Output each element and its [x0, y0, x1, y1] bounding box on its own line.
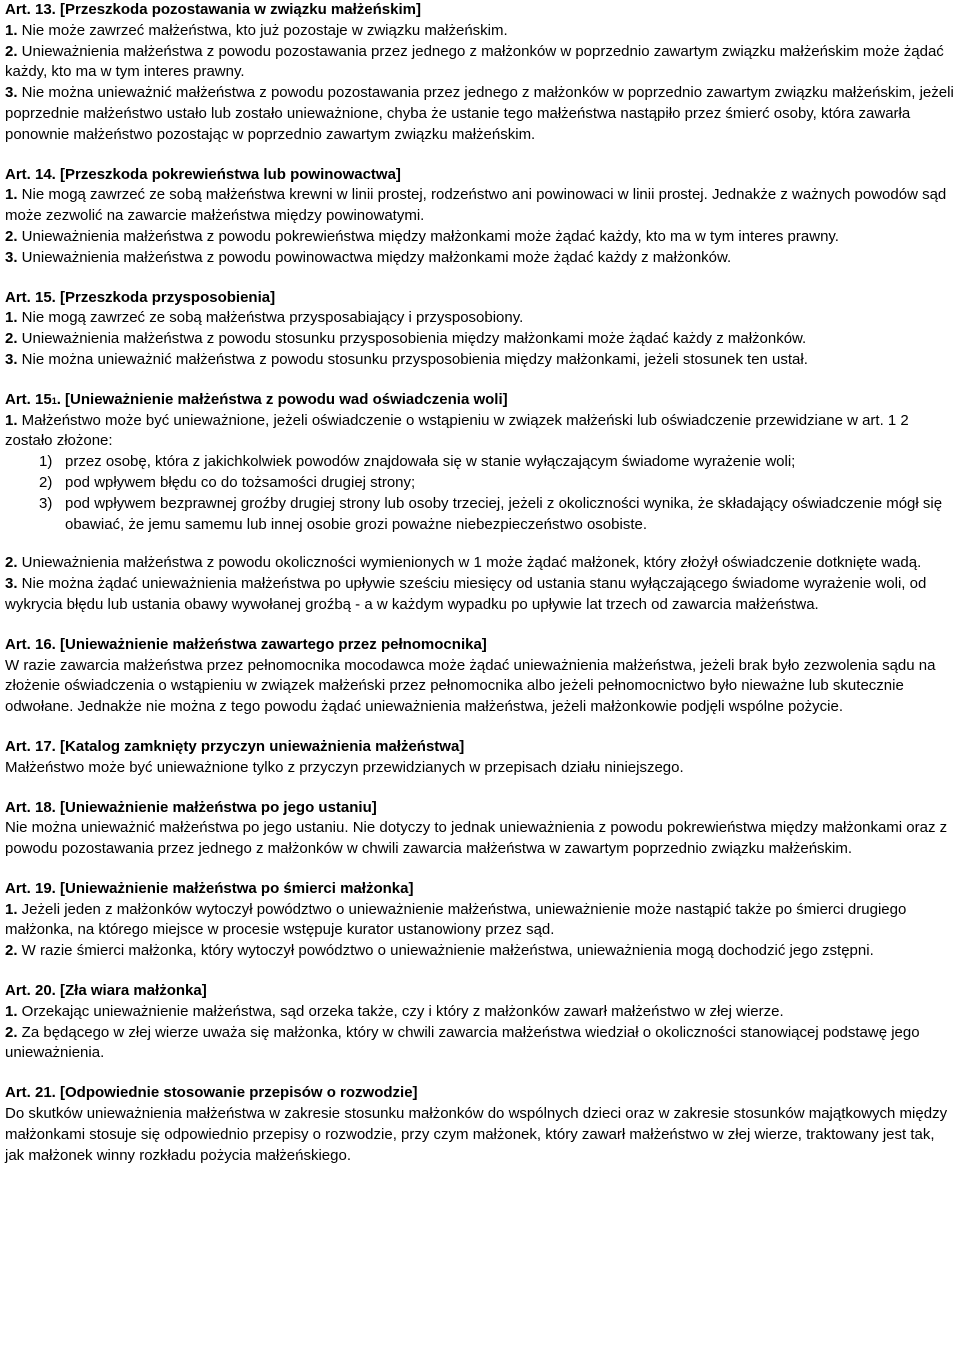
paragraph-number: 1. [5, 309, 18, 327]
paragraph [5, 941, 956, 962]
list-item [5, 473, 956, 494]
article-text: Nie można unieważnić małżeństwa po jego ustaniu. Nie dotyczy to jednak unieważnienia z powodu pokrewieństwa między małżonkami oraz z powodu pozostawania przez jednego z małżonków w chwili zawarcia małżeństwa w zawartym poprzednio związku małżeńskim. [5, 819, 948, 858]
paragraph [5, 350, 956, 371]
paragraph-text: Unieważnienia małżeństwa z powodu okoliczności wymienionych w 1 może żądać małżonek, który złożył oświadczenie dotknięte wadą. [17, 554, 922, 572]
paragraph-number: 2. [5, 330, 18, 348]
list-item [5, 494, 956, 536]
paragraph-number: 3. [5, 350, 18, 368]
article-heading: Art. 17. [Katalog zamknięty przyczyn unieważnienia małżeństwa] [5, 737, 465, 755]
paragraph-number: 1. [5, 21, 18, 39]
article-15 [5, 288, 956, 371]
paragraph-number: 2. [5, 942, 18, 960]
paragraph-number: 1. [5, 186, 18, 204]
article-text: W razie zawarcia małżeństwa przez pełnomocnika mocodawca może żądać unieważnienia małżeństwa, jeżeli brak było zezwolenia sądu na złożenie oświadczenia o wstąpieniu w związek małżeński przez pełnomocnika albo jeżeli pełnomocnictwo było nieważne lub skutecznie odwołane. Jednakże nie można z tego powodu żądać unieważnienia małżeństwa, jeżeli małżonkowie podjęli wspólne pożycie. [5, 656, 936, 716]
heading-prefix: Art. 15 [5, 390, 52, 408]
paragraph-text: Za będącego w złej wierze uważa się małżonka, który w chwili zawarcia małżeństwa wiedział o okoliczności stanowiącej podstawę jego unieważnienia. [5, 1023, 920, 1062]
paragraph-number: 3. [5, 575, 18, 593]
paragraph [5, 308, 956, 329]
paragraph-text: Nie mogą zawrzeć ze sobą małżeństwa przysposabiający i przysposobiony. [17, 309, 524, 327]
points-list [5, 452, 956, 535]
paragraph-number: 3. [5, 248, 18, 266]
paragraph [5, 83, 956, 145]
article-21 [5, 1083, 956, 1166]
paragraph [5, 1002, 956, 1023]
paragraph-text: Unieważnienia małżeństwa z powodu pozostawania przez jednego z małżonków w poprzednio zawartym związku małżeńskim może żądać każdy, kto ma w tym interes prawny. [5, 42, 944, 81]
paragraph [5, 574, 956, 616]
paragraph-text: Nie można unieważnić małżeństwa z powodu stosunku przysposobienia między małżonkami, jeżeli stosunek ten ustał. [17, 350, 808, 368]
article-heading: Art. 15. [Przeszkoda przysposobienia] [5, 288, 276, 306]
paragraph [5, 900, 956, 942]
paragraph [5, 21, 956, 42]
paragraph-number: 3. [5, 84, 18, 102]
paragraph-text: Unieważnienia małżeństwa z powodu stosunku przysposobienia między małżonkami może żądać każdy z małżonków. [17, 330, 807, 348]
paragraph-number: 1. [5, 411, 18, 429]
list-item [5, 452, 956, 473]
paragraph-text: Unieważnienia małżeństwa z powodu powinowactwa między małżonkami może żądać każdy z małżonków. [17, 248, 732, 266]
paragraph-text: Nie mogą zawrzeć ze sobą małżeństwa krewni w linii prostej, rodzeństwo ani powinowaci w linii prostej. Jednakże z ważnych powodów sąd może zezwolić na zawarcie małżeństwa między powinowatymi. [5, 186, 947, 225]
article-heading: Art. 16. [Unieważnienie małżeństwa zawartego przez pełnomocnika] [5, 635, 487, 653]
article-heading: Art. 21. [Odpowiednie stosowanie przepisów o rozwodzie] [5, 1084, 418, 1102]
point-text: przez osobę, która z jakichkolwiek powodów znajdowała się w stanie wyłączającym świadome wyrażenie woli; [65, 453, 796, 471]
paragraph-number: 2. [5, 42, 18, 60]
article-19 [5, 879, 956, 962]
article-16 [5, 635, 956, 718]
paragraph-number: 1. [5, 900, 18, 918]
heading-title: . [Unieważnienie małżeństwa z powodu wad oświadczenia woli] [56, 390, 508, 408]
article-15-1 [5, 390, 956, 616]
article-13 [5, 0, 956, 146]
paragraph [5, 42, 956, 84]
article-heading: Art. 20. [Zła wiara małżonka] [5, 982, 207, 1000]
paragraph [5, 1023, 956, 1065]
point-number: 2) [39, 473, 53, 491]
point-number: 1) [39, 453, 53, 471]
article-heading: Art. 18. [Unieważnienie małżeństwa po jego ustaniu] [5, 798, 377, 816]
paragraph-text: Nie może zawrzeć małżeństwa, kto już pozostaje w związku małżeńskim. [17, 21, 508, 39]
article-text: Małżeństwo może być unieważnione tylko z przyczyn przewidzianych w przepisach działu niniejszego. [5, 758, 684, 776]
paragraph-number: 2. [5, 1023, 18, 1041]
article-18 [5, 798, 956, 860]
point-text: pod wpływem błędu co do tożsamości drugiej strony; [65, 473, 416, 491]
paragraph-text: Nie można żądać unieważnienia małżeństwa po upływie sześciu miesięcy od ustania stanu wyłączającego świadome wyrażenie woli, od wykrycia błędu lub ustania obawy wywołanej groźbą - a w każdym wypadku po upływie lat trzech od zawarcia małżeństwa. [5, 575, 927, 613]
paragraph-text: Orzekając unieważnienie małżeństwa, sąd orzeka także, czy i który z małżonków zawarł małżeństwo w złej wierze. [17, 1002, 784, 1020]
paragraph-text: W razie śmierci małżonka, który wytoczył powództwo o unieważnienie małżeństwa, unieważnienia mogą dochodzić jego zstępni. [17, 942, 874, 960]
article-14 [5, 165, 956, 269]
point-text: pod wpływem bezprawnej groźby drugiej strony lub osoby trzeciej, jeżeli z okoliczności wynika, że składający oświadczenie mógł się obawiać, że jemu samemu lub innej osobie grozi poważne niebezpieczeństwo osobiste. [65, 494, 943, 533]
paragraph [5, 248, 956, 269]
paragraph [5, 553, 956, 574]
paragraph-text: Unieważnienia małżeństwa z powodu pokrewieństwa między małżonkami może żądać każdy, kto ma w tym interes prawny. [17, 227, 839, 245]
paragraph-text: Nie można unieważnić małżeństwa z powodu pozostawania przez jednego z małżonków w poprzednio zawartym związku małżeńskim, jeżeli poprzednie małżeństwo ustało lub zostało unieważnione, chyba że ustanie tego małżeństwa nastąpiło przez śmierć osoby, która zawarła ponownie małżeństwo pozostając w poprzednio zawartym związku małżeńskim. [5, 84, 954, 143]
article-text: Do skutków unieważnienia małżeństwa w zakresie stosunku małżonków do wspólnych dzieci oraz w zakresie stosunków majątkowych między małżonkami stosuje się odpowiednio przepisy o rozwodzie, przy czym małżonek, który zawarł małżeństwo w złej wierze, traktowany jest tak, jak małżonek winny rozkładu pożycia małżeńskiego. [5, 1105, 948, 1164]
article-20 [5, 981, 956, 1064]
article-heading [5, 390, 956, 411]
paragraph-text: Jeżeli jeden z małżonków wytoczył powództwo o unieważnienie małżeństwa, unieważnienie może nastąpić także po śmierci drugiego małżonka, na którego miejsce w procesie wstępuje kurator ustanowiony przez sąd. [5, 900, 907, 939]
heading-superscript: 1 [51, 395, 57, 406]
paragraph [5, 329, 956, 350]
article-heading: Art. 13. [Przeszkoda pozostawania w związku małżeńskim] [5, 1, 421, 18]
article-17 [5, 737, 956, 779]
paragraph-number: 2. [5, 554, 18, 572]
paragraph [5, 185, 956, 227]
paragraph-number: 1. [5, 1002, 18, 1020]
paragraph [5, 227, 956, 248]
article-heading: Art. 19. [Unieważnienie małżeństwa po śmierci małżonka] [5, 879, 414, 897]
paragraph-text: Małżeństwo może być unieważnione, jeżeli oświadczenie o wstąpieniu w związek małżeński lub oświadczenie przewidziane w art. 1 2 zostało złożone: [5, 411, 909, 450]
article-heading: Art. 14. [Przeszkoda pokrewieństwa lub powinowactwa] [5, 165, 401, 183]
paragraph [5, 411, 956, 453]
point-number: 3) [39, 494, 53, 512]
paragraph-number: 2. [5, 227, 18, 245]
